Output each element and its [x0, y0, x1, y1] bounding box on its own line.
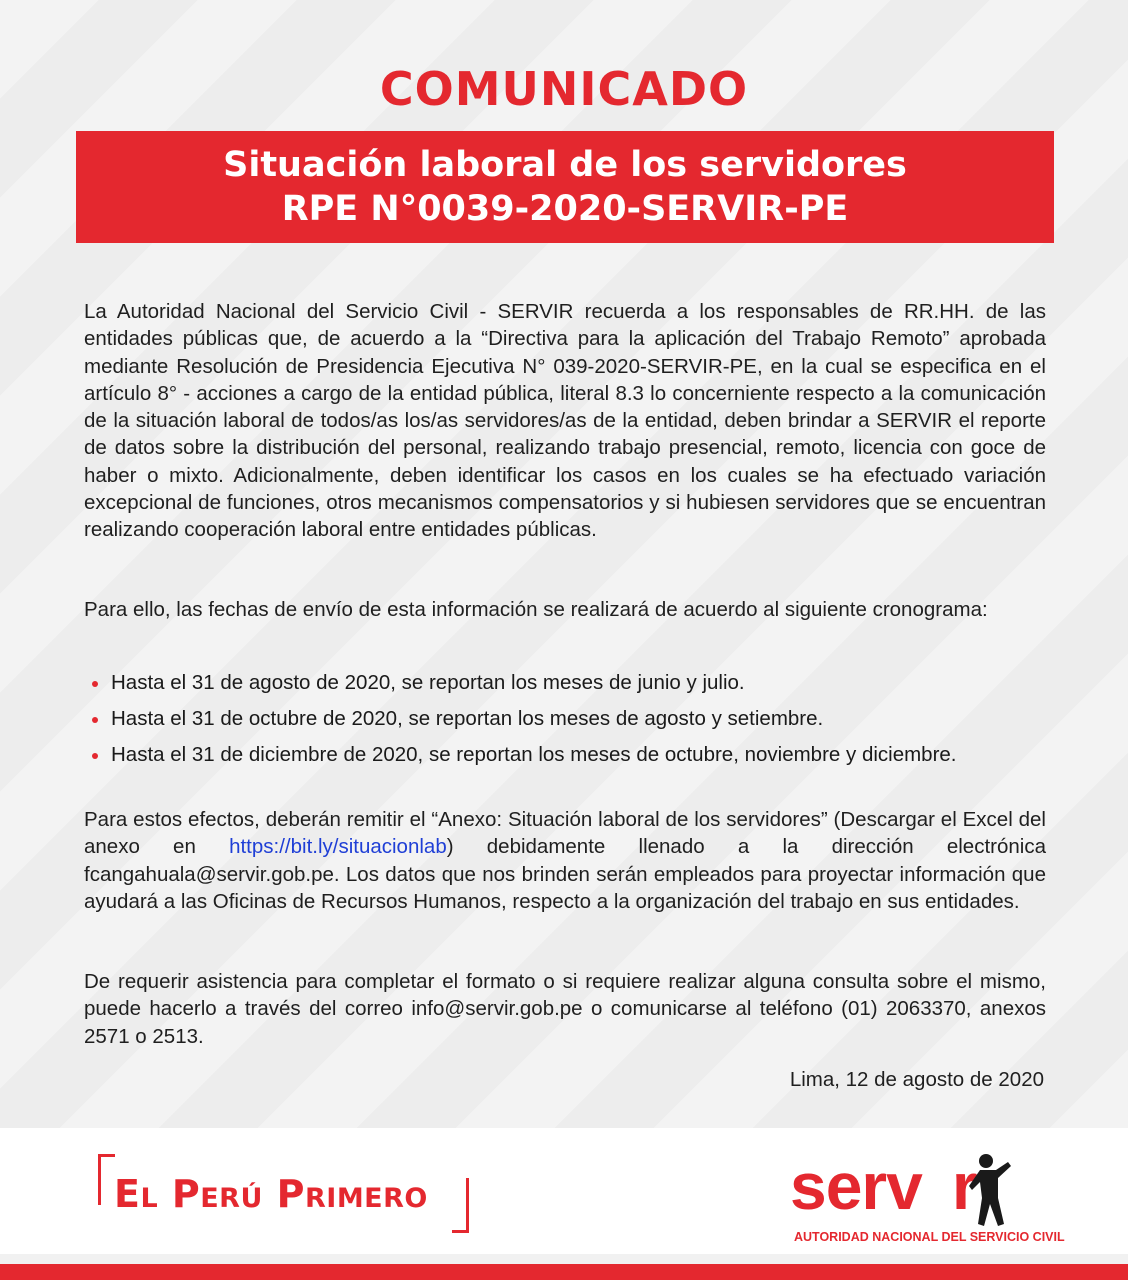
list-item-text: Hasta el 31 de octubre de 2020, se reportan los meses de agosto y setiembre.	[111, 707, 824, 730]
worker-figure-icon	[968, 1152, 1012, 1232]
list-item	[84, 668, 1074, 704]
bullet-icon	[92, 717, 98, 723]
annex-text-before: Para estos efectos, deberán remitir el “Anexo: Situación laboral de los servidores” (Descargar el Excel del anexo en	[84, 808, 1046, 859]
paragraph-annex	[84, 806, 1046, 915]
list-item-text: Hasta el 31 de agosto de 2020, se reportan los meses de junio y julio.	[111, 671, 745, 694]
annex-download-link[interactable]: https://bit.ly/situacionlab	[229, 835, 447, 859]
date-line: Lima, 12 de agosto de 2020	[789, 1068, 1044, 1091]
paragraph-contact: De requerir asistencia para completar el formato o si requiere realizar alguna consulta sobre el mismo, puede hacerlo a través del correo info@servir.gob.pe o comunicarse al teléfono (01) 2063370, anexos 2571 o 2513.	[84, 970, 1046, 1048]
slogan-logo: El Perú Primero	[114, 1172, 428, 1216]
slogan-frame-left	[98, 1154, 115, 1205]
servir-wordmark	[790, 1148, 977, 1224]
banner-title: Situación laboral de los servidores	[223, 145, 907, 185]
bullet-icon	[92, 753, 98, 759]
servir-wordmark-end: r	[951, 1149, 977, 1223]
servir-logo-subtitle: AUTORIDAD NACIONAL DEL SERVICIO CIVIL	[794, 1230, 1065, 1244]
list-item	[84, 704, 1074, 740]
servir-wordmark-start: serv	[790, 1149, 922, 1223]
schedule-list	[84, 668, 1074, 776]
footer	[0, 1128, 1128, 1280]
banner-resolution: RPE N°0039-2020-SERVIR-PE	[281, 189, 849, 229]
list-item-text: Hasta el 31 de diciembre de 2020, se reportan los meses de octubre, noviembre y diciembre.	[111, 743, 957, 766]
bullet-icon	[92, 681, 98, 687]
page-title: COMUNICADO	[379, 62, 749, 116]
subject-banner	[76, 131, 1054, 243]
slogan-frame-right	[452, 1178, 469, 1233]
paragraph-schedule: Para ello, las fechas de envío de esta información se realizará de acuerdo al siguiente cronograma:	[84, 598, 988, 621]
annex-text-after: ) debidamente llenado a la dirección electrónica fcangahuala@servir.gob.pe. Los datos que nos brinden serán empleados para proyectar información que ayudará a las Oficinas de Recursos Humanos, respecto a la organización del trabajo en sus entidades.	[84, 835, 1046, 913]
servir-logo	[790, 1148, 1065, 1258]
paragraph-intro: La Autoridad Nacional del Servicio Civil - SERVIR recuerda a los responsables de RR.HH. de las entidades públicas que, de acuerdo a la “Directiva para la aplicación del Trabajo Remoto” aprobada mediante Resolución de Presidencia Ejecutiva N° 039-2020-SERVIR-PE, en la cual se especifica en el artículo 8° - acciones a cargo de la entidad pública, literal 8.3 lo concerniente respecto a la comunicación de la situación laboral de todos/as los/as servidores/as de la entidad, deben brindar a SERVIR el reporte de datos sobre la distribución del personal, realizando trabajo presencial, remoto, licencia con goce de haber o mixto. Adicionalmente, deben identificar los casos en los cuales se ha efectuado variación excepcional de funciones, otros mecanismos compensatorios y si hubiesen servidores que se encuentran realizando cooperación laboral entre entidades públicas.	[84, 300, 1046, 542]
footer-divider	[0, 1254, 1128, 1264]
list-item	[84, 740, 1074, 776]
footer-red-bar	[0, 1264, 1128, 1280]
